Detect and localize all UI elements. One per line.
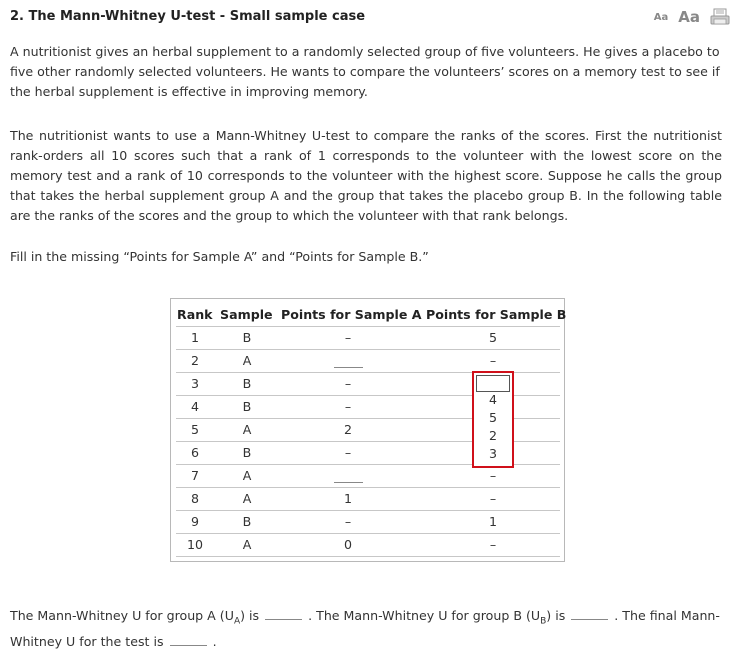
points-a-input[interactable] [334, 367, 363, 368]
cell-sample: B [242, 514, 252, 529]
question-header [10, 8, 730, 28]
font-decrease-button[interactable]: Aa [653, 11, 669, 23]
cell-rank: 10 [186, 537, 204, 552]
cell-points-b: – [489, 537, 497, 552]
answer-text: ) is [240, 608, 260, 623]
row-divider [176, 349, 560, 350]
answer-text: . The Mann-Whitney U for group B (U [308, 608, 541, 623]
subscript-a: A [233, 616, 241, 627]
dropdown-option[interactable]: 5 [488, 410, 497, 425]
cell-rank: 7 [190, 468, 199, 483]
cell-points-a: – [344, 399, 352, 414]
dropdown-option[interactable]: 4 [488, 392, 497, 407]
cell-points-a: 0 [343, 537, 352, 552]
cell-sample: A [242, 537, 252, 552]
row-divider [176, 326, 560, 327]
cell-points-b: – [489, 468, 497, 483]
print-icon[interactable] [710, 8, 730, 26]
cell-sample: A [242, 353, 252, 368]
dropdown-option[interactable]: 3 [488, 446, 497, 461]
cell-points-a: – [344, 330, 352, 345]
ua-answer-blank[interactable] [265, 608, 302, 620]
answer-text: The Mann-Whitney U for group A (U [10, 608, 234, 623]
cell-sample: B [242, 445, 252, 460]
header-rank: Rank [177, 307, 213, 322]
cell-points-b: – [489, 353, 497, 368]
cell-rank: 8 [190, 491, 199, 506]
subscript-b: B [540, 616, 547, 627]
final-u-answer-blank[interactable] [170, 634, 207, 646]
intro-paragraph: A nutritionist gives an herbal supplement to a randomly selected group of five volunteers. He gives a placebo to five other randomly selected volunteers. He wants to compare the volunteers’ scores on a memory test to see if the herbal supplement is effective in improving memory. [10, 44, 720, 99]
row-divider [176, 487, 560, 488]
ub-answer-blank[interactable] [571, 608, 608, 620]
points-a-input[interactable] [334, 482, 363, 483]
cell-points-b: 5 [488, 330, 497, 345]
cell-rank: 9 [190, 514, 199, 529]
points-b-dropdown[interactable] [472, 371, 514, 468]
header-points-b: Points for Sample B [426, 307, 567, 322]
header-sample: Sample [220, 307, 273, 322]
cell-sample: A [242, 422, 252, 437]
cell-rank: 4 [190, 399, 199, 414]
dropdown-option[interactable]: 2 [488, 428, 497, 443]
cell-rank: 3 [190, 376, 199, 391]
font-increase-button[interactable]: Aa [678, 8, 700, 26]
cell-sample: B [242, 376, 252, 391]
cell-rank: 6 [190, 445, 199, 460]
row-divider [176, 556, 560, 557]
cell-points-b: 1 [488, 514, 497, 529]
question-title: 2. The Mann-Whitney U-test - Small sample case [10, 9, 366, 24]
instruction-paragraph: Fill in the missing “Points for Sample A” and “Points for Sample B.” [10, 249, 429, 264]
cell-rank: 5 [190, 422, 199, 437]
cell-points-a: 1 [343, 491, 352, 506]
cell-sample: B [242, 399, 252, 414]
cell-sample: A [242, 491, 252, 506]
cell-points-a: – [344, 376, 352, 391]
row-divider [176, 510, 560, 511]
cell-rank: 2 [190, 353, 199, 368]
dropdown-selected-value[interactable] [476, 375, 510, 392]
cell-points-a: – [344, 514, 352, 529]
header-points-a: Points for Sample A [281, 307, 422, 322]
cell-points-a: 2 [343, 422, 352, 437]
method-paragraph: The nutritionist wants to use a Mann-Whitney U-test to compare the ranks of the scores. First the nutritionist rank-orders all 10 scores such that a rank of 1 corresponds to the volunteer with the lowest score on the memory test and a rank of 10 corresponds to the volunteer with the highest score. Suppose he calls the group that takes the herbal supplement group A and the group that takes the placebo group B. In the following table are the ranks of the scores and the group to which the volunteer with that rank belongs. [10, 128, 722, 223]
answer-text: . [212, 633, 217, 649]
cell-rank: 1 [190, 330, 199, 345]
toolbar [654, 8, 730, 26]
answer-sentence [10, 606, 730, 652]
row-divider [176, 533, 560, 534]
answer-text: . The final Mann-Whitney U for the test is [10, 608, 720, 649]
cell-sample: B [242, 330, 252, 345]
answer-text: ) is [546, 608, 566, 623]
cell-sample: A [242, 468, 252, 483]
cell-points-a: – [344, 445, 352, 460]
cell-points-b: – [489, 491, 497, 506]
